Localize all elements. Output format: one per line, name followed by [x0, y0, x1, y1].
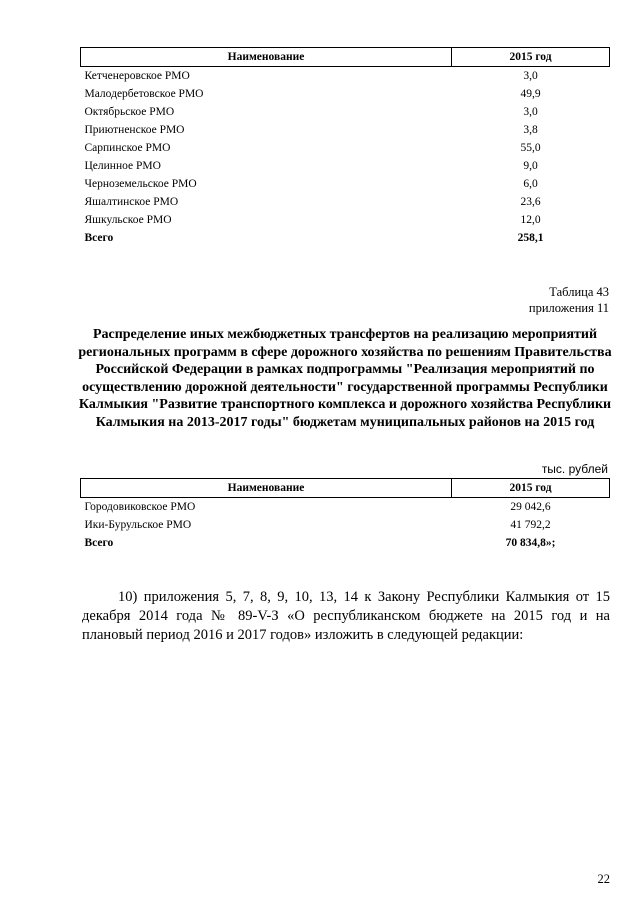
row-name: Малодербетовское РМО — [84, 88, 204, 100]
row-value: 29 042,6 — [510, 501, 551, 513]
table-total-row — [81, 229, 610, 247]
row-value: 41 792,2 — [510, 519, 551, 531]
units-label: тыс. рублей — [541, 462, 608, 476]
table-row — [81, 157, 610, 175]
column-header-year: 2015 год — [452, 48, 610, 67]
row-name: Городовиковское РМО — [84, 501, 196, 513]
row-name: Целинное РМО — [84, 160, 161, 172]
row-name: Приютненское РМО — [84, 124, 185, 136]
row-name: Кетченеровское РМО — [84, 70, 190, 82]
total-label: Всего — [84, 232, 114, 244]
row-name: Сарпинское РМО — [84, 142, 171, 154]
table-row — [81, 211, 610, 229]
road-transfers-table — [80, 478, 610, 552]
row-value: 55,0 — [520, 142, 541, 154]
row-value: 12,0 — [520, 214, 541, 226]
column-header-name: Наименование — [81, 479, 452, 498]
row-value: 49,9 — [520, 88, 541, 100]
row-value: 3,8 — [523, 124, 538, 136]
row-value: 6,0 — [523, 178, 538, 190]
total-value: 258,1 — [517, 232, 544, 244]
page-number: 22 — [597, 872, 610, 886]
row-value: 3,0 — [523, 70, 538, 82]
total-label: Всего — [84, 537, 114, 549]
row-name: Октябрьское РМО — [84, 106, 175, 118]
row-value: 3,0 — [523, 106, 538, 118]
row-name: Яшалтинское РМО — [84, 196, 179, 208]
row-name: Ики-Бурульское РМО — [84, 519, 192, 531]
table-row — [81, 121, 610, 139]
table-header-row — [81, 48, 610, 67]
table-total-row — [81, 534, 610, 552]
column-header-name: Наименование — [81, 48, 452, 67]
column-header-year: 2015 год — [452, 479, 610, 498]
table-row — [81, 67, 610, 86]
table-row — [81, 103, 610, 121]
table-row — [81, 516, 610, 534]
table-row — [81, 85, 610, 103]
table-row — [81, 193, 610, 211]
table-title: Распределение иных межбюджетных трансфертов на реализацию мероприятий региональных программ в сфере дорожного хозяйства по решениям Правительства Российской Федерации в рамках подпрограммы "Реализация мероприятий по осуществлению дорожной деятельности" государственной программы Республики Калмыкия "Развитие транспортного комплекса и дорожного хозяйства Республики Калмыкия на 2013-2017 годы" бюджетам муниципальных районов на 2015 год — [78, 327, 612, 430]
table-row — [81, 175, 610, 193]
row-value: 23,6 — [520, 196, 541, 208]
table-header-row — [81, 479, 610, 498]
municipal-transfers-table — [80, 47, 610, 247]
appendix-reference: приложения 11 — [528, 301, 609, 315]
table-row — [81, 139, 610, 157]
table-row — [81, 498, 610, 517]
table-number-caption — [529, 284, 609, 316]
amendment-paragraph: 10) приложения 5, 7, 8, 9, 10, 13, 14 к Закону Республики Калмыкия от 15 декабря 2014 года № 89-V-З «О республиканском бюджете на 2015 год и на плановый период 2016 и 2017 годов» изложить в следующей редакции: — [82, 589, 610, 643]
row-value: 9,0 — [523, 160, 538, 172]
total-value: 70 834,8»; — [505, 537, 556, 549]
row-name: Яшкульское РМО — [84, 214, 172, 226]
table-number: Таблица 43 — [549, 285, 609, 299]
row-name: Черноземельское РМО — [84, 178, 197, 190]
